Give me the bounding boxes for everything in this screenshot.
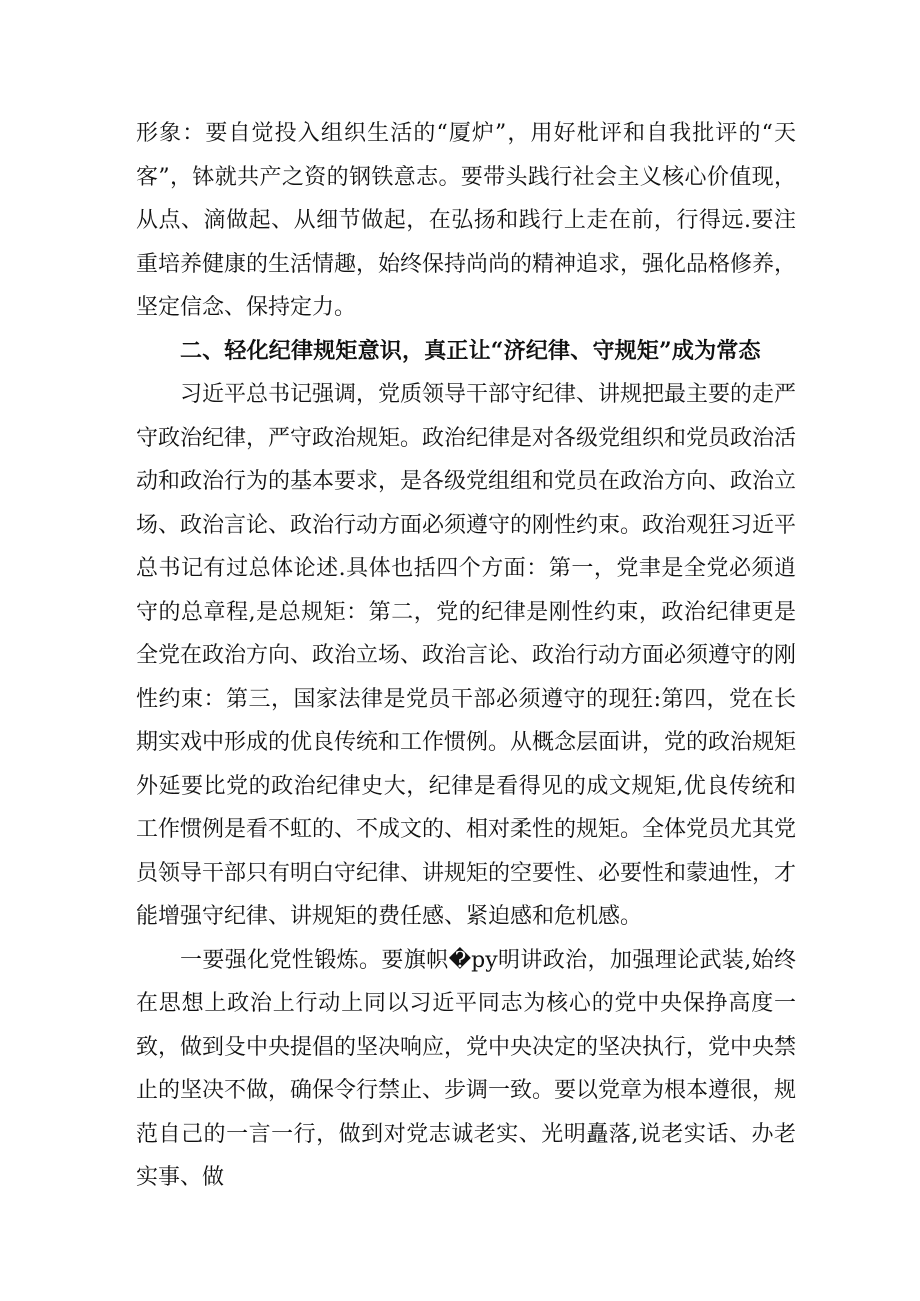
paragraph-discipline: 习近平总书记强调，党质领导干部守纪律、讲规把最主要的走严守政治纪律，严守政治规矩。政治纪律是对各级党组织和党员政治活动和政治行为的基本要求，是各级党组组和党员在政治方向、政治立场、政治言论、政治行动方面必须遵守的刚性约束。政治观狂习近平总书记有过总体论述.具体也括四个方面：第一，党聿是全党必须逍守的总章程,是总规矩：第二，党的纪律是刚性约束，政治纪律更是全党在政治方向、政治立场、政治言论、政治行动方面必须遵守的刚性约束：第三，国家法律是党员干部必须遵守的现狂:第四，党在长期实戏中形成的优良传统和工作惯例。从概念层面讲，党的政治规矩外延要比党的政治纪律史大，纪律是看得见的成文规矩,优良传统和工作惯例是看不虹的、不成文的、相对柔性的规矩。全体党员尤其党员领导干部只有明白守纪律、讲规矩的空要性、必要性和蒙迪性，才能增强守纪律、讲规矩的费任感、紧迫感和危机感。: [136, 382, 797, 929]
paragraph-continuation: 形象：要自觉投入组织生活的“厦炉”，用好枇评和自我批评的“天客”，钵就共产之资的钢铁意志。要带头践行社会主义核心价值现，从点、滴做起、从细节做起，在弘扬和践行上走在前，行得远.要注重培养健康的生活情趣，始终保持尚尚的精神追求，强化品格修养，坚定信念、保持定力。: [136, 121, 797, 320]
section-heading: 二、轻化纪律规矩意识，真正让“济纪律、守规矩”成为常态: [180, 337, 761, 364]
document-body: [136, 112, 796, 1200]
paragraph-party-spirit: 一要强化党性锻炼。要旗帜�py明讲政治，加强理论武装,始终在思想上政治上行动上同以习近平同志为核心的党中央保挣高度一致，做到殳中央提倡的坚决响应，党中央决定的坚决执行，党中央禁止的坚决不做，确保令行禁止、步调一致。要以党章为根本遵很，规范自己的一言一行，做到对党志诚老实、光明矗落,说老实话、办老实事、做: [136, 947, 797, 1190]
